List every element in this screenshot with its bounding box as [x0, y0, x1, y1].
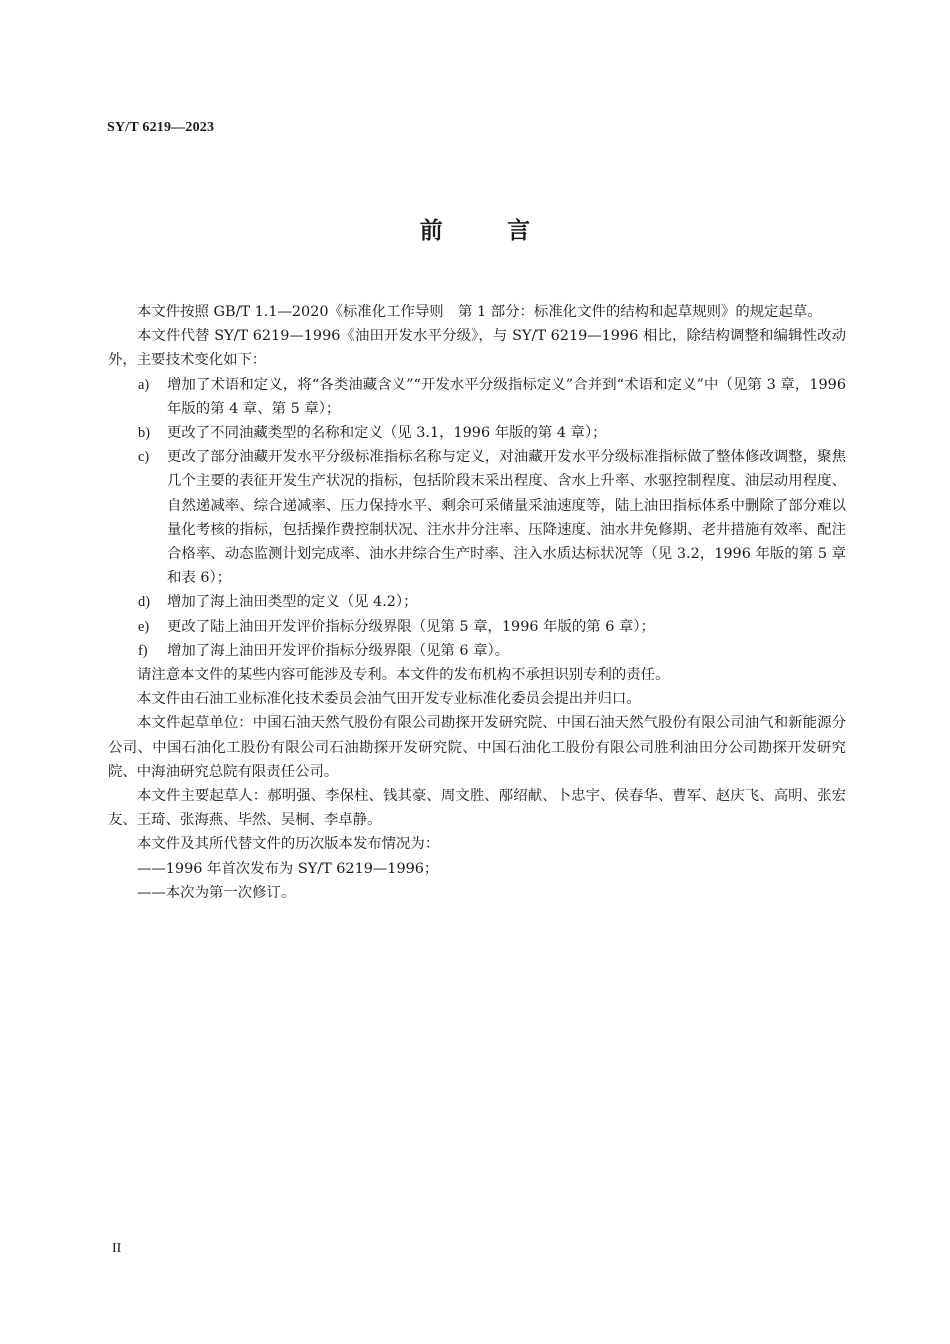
list-item-text: 增加了术语和定义，将“各类油藏含义”“开发水平分级指标定义”合并到“术语和定义”中（见第 3 章，1996 年版的第 4 章、第 5 章）； — [167, 376, 846, 417]
list-marker: a) — [138, 376, 150, 393]
list-item-text: 更改了部分油藏开发水平分级标准指标名称与定义，对油藏开发水平分级标准指标做了整体修改调整，聚焦几个主要的表征开发生产状况的指标，包括阶段末采出程度、含水上升率、水驱控制程度、油层动用程度、自然递减率、综合递减率、压力保持水平、剩余可采储量采油速度等，陆上油田指标体系中删除了部分难以量化考核的指标，包括操作费控制状况、注水井分注率、压降速度、油水井免修期、老井措施有效率、配注合格率、动态监测计划完成率、油水井综合生产时率、注入水质达标状况等（见 3.2，1996 年版的第 5 章和表 6）； — [167, 449, 846, 587]
list-marker: d) — [138, 594, 150, 611]
paragraph-drafting-rules: 本文件按照 GB/T 1.1—2020《标准化工作导则 第 1 部分：标准化文件的结构和起草规则》的规定起草。 — [137, 304, 822, 320]
paragraph-drafters: 本文件主要起草人：郝明强、李保柱、钱其豪、周文胜、邴绍献、卜忠宇、侯春华、曹军、赵庆飞、高明、张宏友、王琦、张海燕、毕然、吴桐、李卓静。 — [108, 788, 846, 829]
list-marker: b) — [138, 425, 150, 442]
history-item: ——本次为第一次修订。 — [137, 884, 296, 901]
foreword-body — [108, 300, 846, 905]
list-item-text: 增加了海上油田开发评价指标分级界限（见第 6 章）。 — [167, 642, 510, 659]
list-item — [108, 445, 846, 590]
paragraph-proposer: 本文件由石油工业标准化技术委员会油气田开发专业标准化委员会提出并归口。 — [137, 691, 641, 708]
list-item — [108, 590, 846, 614]
paragraph-replacement: 本文件代替 SY/T 6219—1996《油田开发水平分级》，与 SY/T 6219—1996 相比，除结构调整和编辑性改动外，主要技术变化如下： — [108, 328, 846, 369]
page-number: II — [112, 1241, 122, 1256]
list-item — [108, 639, 846, 663]
page-title: 前 言 — [419, 217, 551, 244]
paragraph-history-intro: 本文件及其所代替文件的历次版本发布情况为： — [137, 836, 440, 853]
list-item-text: 更改了不同油藏类型的名称和定义（见 3.1，1996 年版的第 4 章）； — [167, 425, 607, 442]
list-item-text: 更改了陆上油田开发评价指标分级界限（见第 5 章，1996 年版的第 6 章）； — [167, 618, 655, 635]
list-marker: c) — [138, 449, 150, 466]
list-marker: f) — [138, 642, 148, 659]
paragraph-patent-notice: 请注意本文件的某些内容可能涉及专利。本文件的发布机构不承担识别专利的责任。 — [137, 667, 670, 684]
changes-list — [108, 373, 846, 663]
list-item — [108, 615, 846, 639]
history-item: ——1996 年首次发布为 SY/T 6219—1996； — [137, 860, 439, 877]
list-item-text: 增加了海上油田类型的定义（见 4.2）； — [167, 594, 418, 611]
standard-code: SY/T 6219—2023 — [107, 120, 215, 135]
list-item — [108, 421, 846, 445]
list-marker: e) — [138, 618, 150, 635]
paragraph-drafting-units: 本文件起草单位：中国石油天然气股份有限公司勘探开发研究院、中国石油天然气股份有限公司油气和新能源分公司、中国石油化工股份有限公司石油勘探开发研究院、中国石油化工股份有限公司胜利油田分公司勘探开发研究院、中海油研究总院有限责任公司。 — [108, 715, 846, 780]
list-item — [108, 373, 846, 421]
